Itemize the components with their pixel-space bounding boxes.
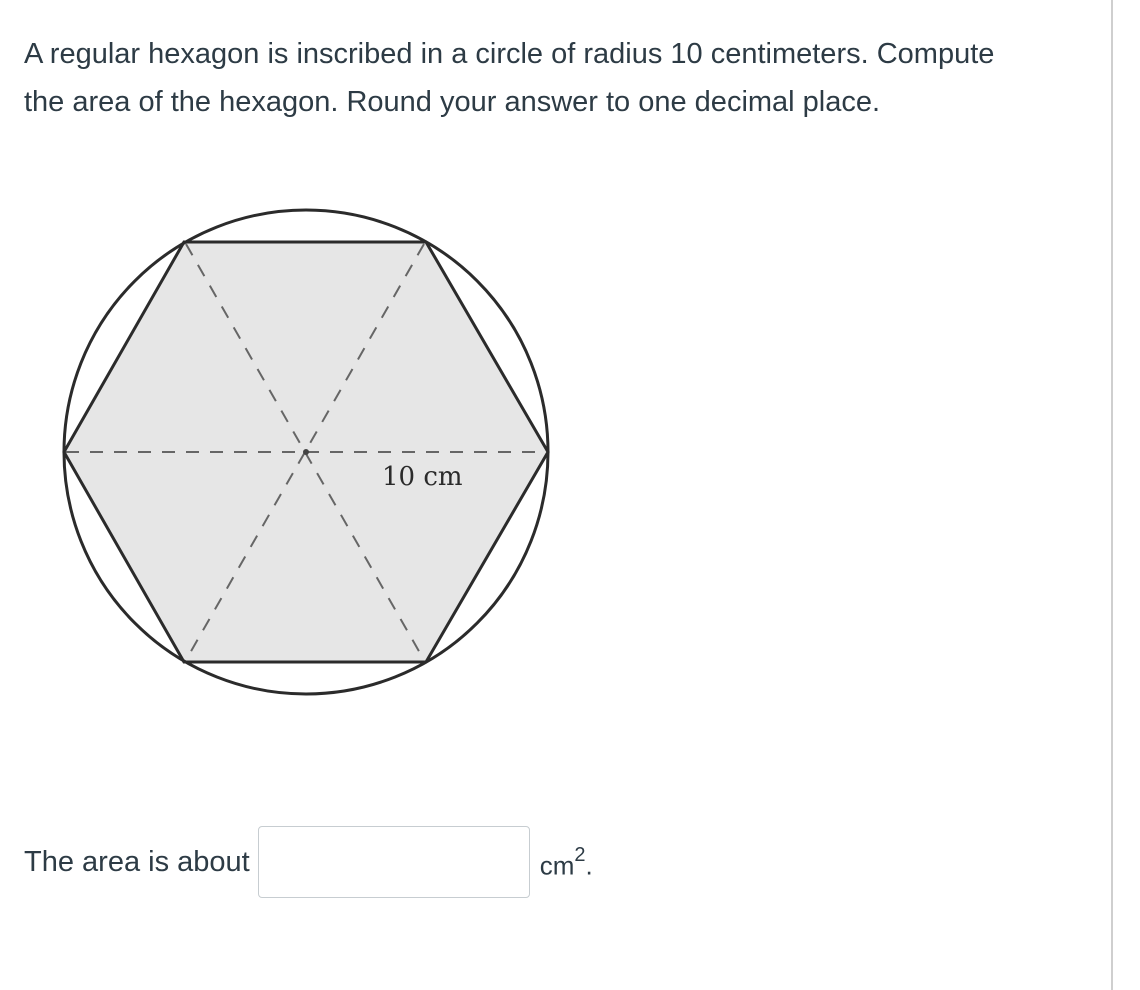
unit-exponent: 2 [574,844,586,867]
center-point [303,449,309,455]
unit-suffix: . [585,850,593,881]
answer-unit [539,844,593,882]
hexagon-in-circle-figure [0,0,620,720]
radius-label: 10 cm [382,462,463,492]
answer-row [24,824,593,900]
unit-base: cm [539,850,575,881]
answer-prefix-label: The area is about [24,845,250,878]
question-text: A regular hexagon is inscribed in a circle of radius 10 centimeters. Compute the area of the hexagon. Round your answer to one decimal place. [24,38,995,118]
content-right-border [1111,0,1113,990]
area-answer-input[interactable] [258,826,530,898]
